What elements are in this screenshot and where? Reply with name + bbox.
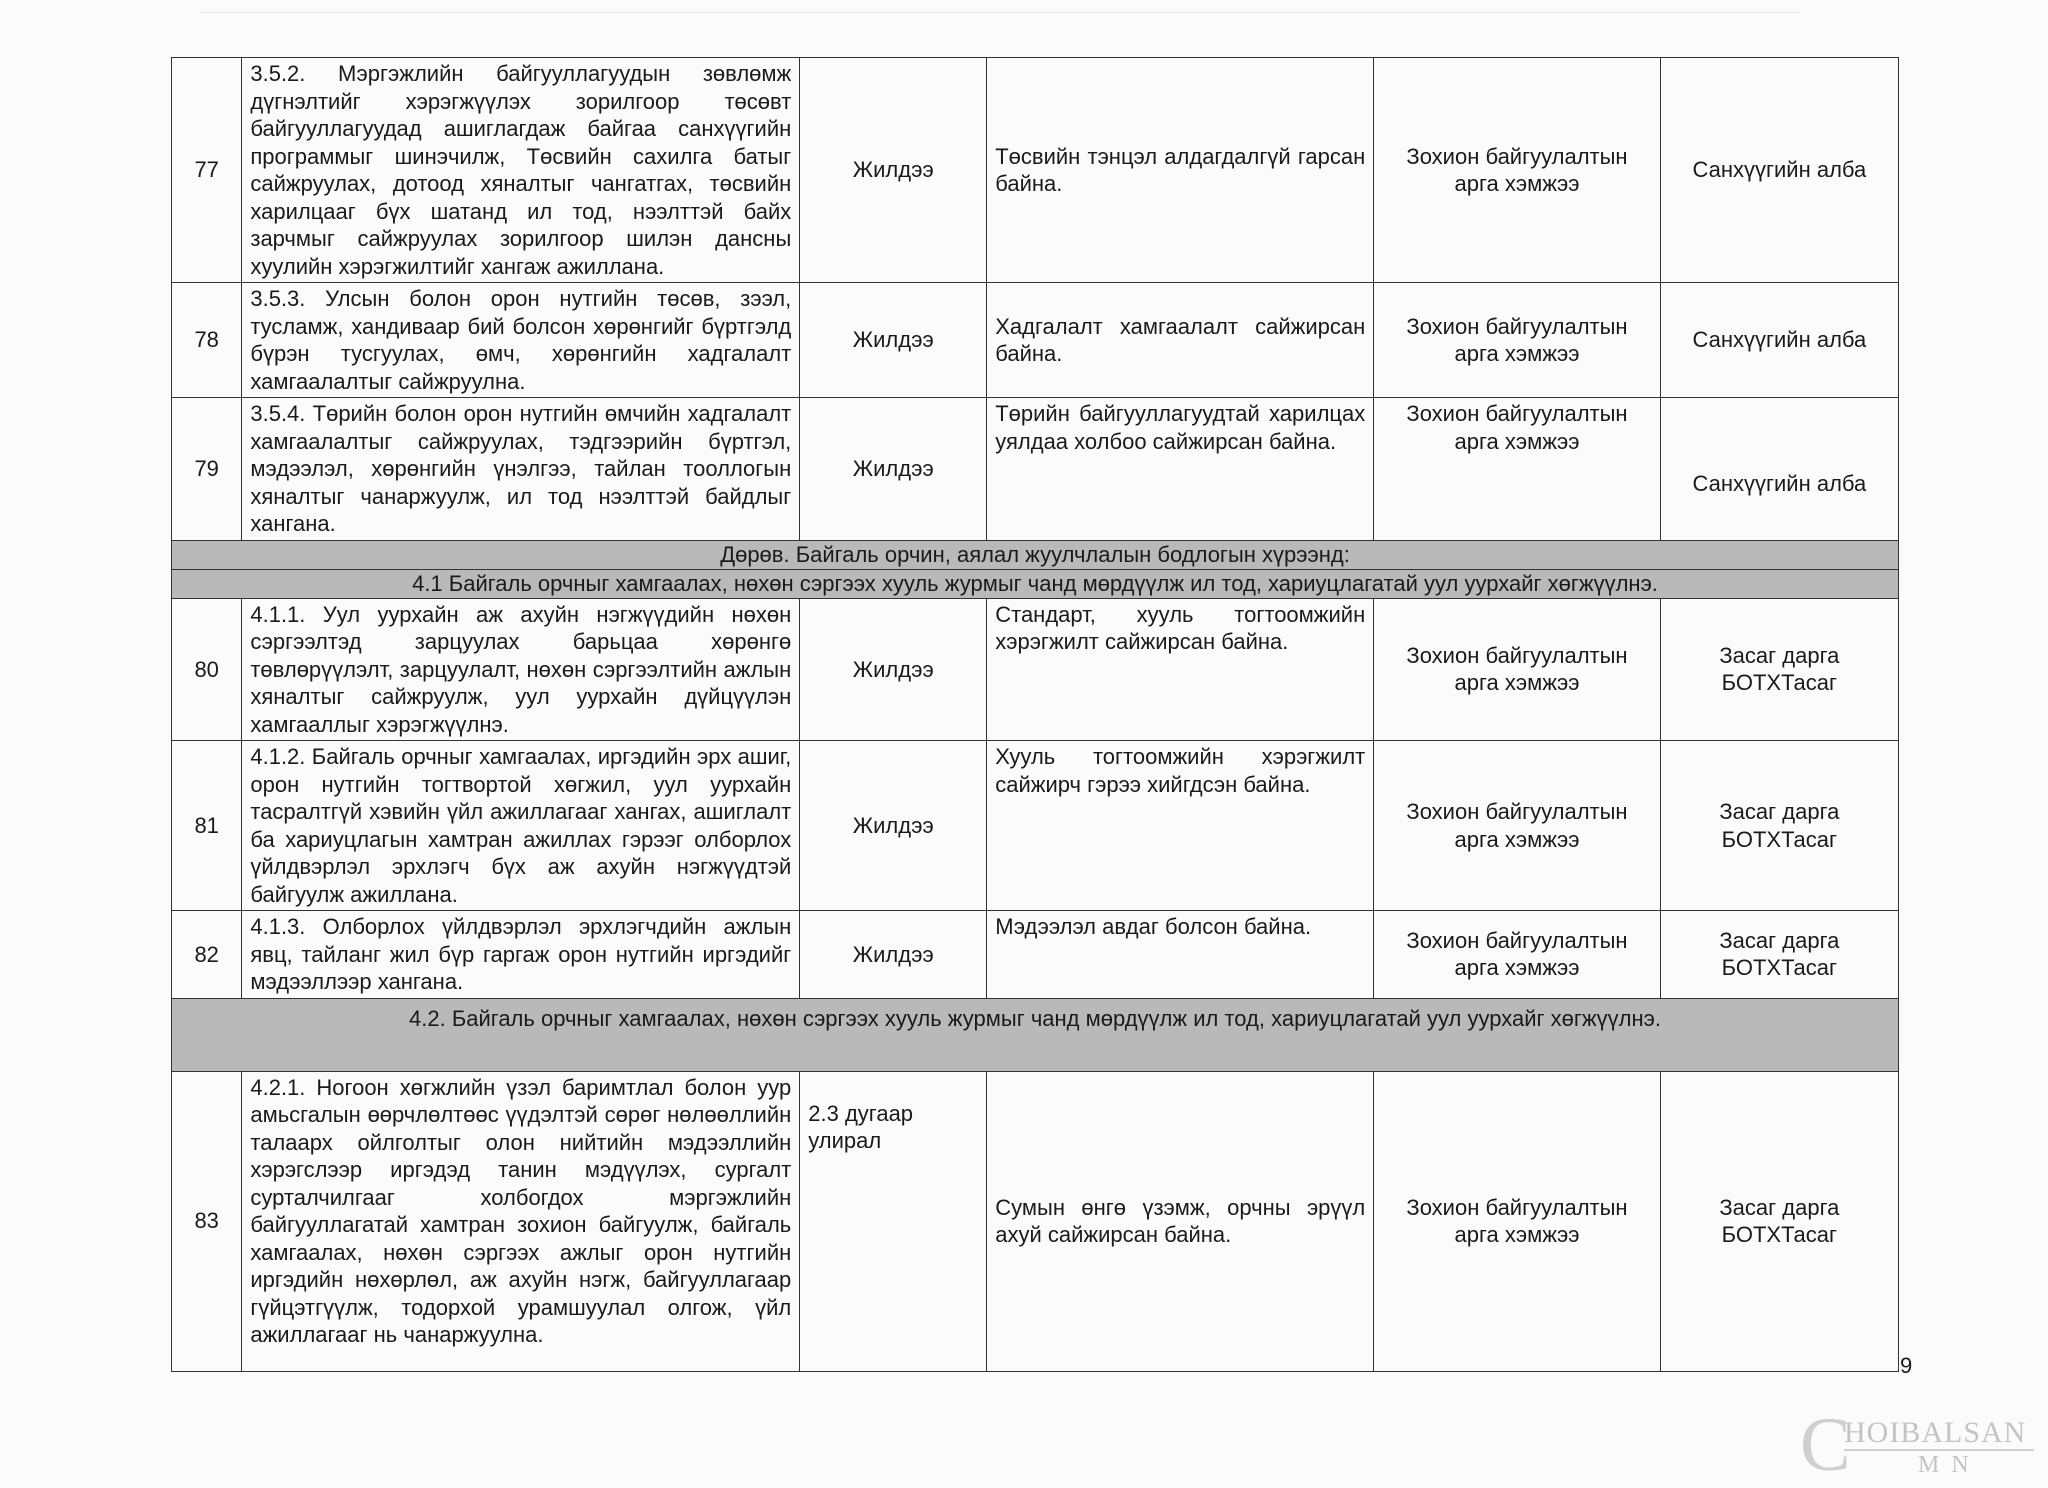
- responsible-line-1: Засаг дарга: [1719, 927, 1840, 953]
- responsible-cell: [1660, 741, 1898, 911]
- responsible-line-1: Засаг дарга: [1719, 642, 1840, 668]
- table-row: [172, 1071, 1899, 1371]
- row-number: 77: [172, 58, 242, 283]
- table-row: [172, 58, 1899, 283]
- task-text: 4.1.3. Олборлох үйлдвэрлэл эрхлэгчдийн ажлын явц, тайланг жил бүр гаргаж орон нутгийн иргэдийг мэдээллээр хангана.: [242, 911, 800, 999]
- form-cell: Зохион байгуулалтын арга хэмжээ: [1374, 741, 1660, 911]
- term-cell: Жилдээ: [800, 741, 987, 911]
- subsection-title: 4.2. Байгаль орчныг хамгаалах, нөхөн сэргээх хууль журмыг чанд мөрдүүлж ил тод, хариуцлагатай уул уурхайг хөгжүүлнэ.: [172, 998, 1899, 1071]
- table-row: [172, 283, 1899, 398]
- term-cell: 2.3 дугаар улирал: [800, 1071, 987, 1371]
- term-cell: Жилдээ: [800, 58, 987, 283]
- page-number: 9: [1900, 1353, 1913, 1378]
- task-text: 3.5.2. Мэргэжлийн байгууллагуудын зөвлөмж дүгнэлтийг хэрэгжүүлэх зорилгоор төсөвт байгууллагуудад ашиглагдаж байгаа санхүүгийн программыг шинэчилж, Төсвийн сахилга батыг сайжруулах, дотоод хяналтыг чангатгах, төсвийн харилцааг бүх шатанд ил тод, нээлттэй байх зарчмыг сайжруулах зорилгоор шилэн дансны хуулийн хэрэгжилтийг хангаж ажиллана.: [242, 58, 800, 283]
- result-cell: Хууль тогтоомжийн хэрэгжилт сайжирч гэрээ хийгдсэн байна.: [987, 741, 1374, 911]
- table-row: [172, 741, 1899, 911]
- row-number: 79: [172, 398, 242, 541]
- form-cell: Зохион байгуулалтын арга хэмжээ: [1374, 398, 1660, 541]
- scan-artifact-line: [200, 12, 1800, 13]
- subsection-title: 4.1 Байгаль орчныг хамгаалах, нөхөн сэргээх хууль журмыг чанд мөрдүүлж ил тод, хариуцлагатай уул уурхайг хөгжүүлнэ.: [172, 569, 1899, 598]
- subsection-header-row: [172, 998, 1899, 1071]
- form-cell: Зохион байгуулалтын арга хэмжээ: [1374, 598, 1660, 741]
- task-text: 3.5.3. Улсын болон орон нутгийн төсөв, зээл, тусламж, хандиваар бий болсон хөрөнгийг бүртгэлд бүрэн тусгуулах, өмч, хөрөнгийн хадгалалт хамгаалалтыг сайжруулна.: [242, 283, 800, 398]
- form-cell: Зохион байгуулалтын арга хэмжээ: [1374, 283, 1660, 398]
- responsible-cell: Санхүүгийн алба: [1660, 58, 1898, 283]
- watermark-icon: [1798, 1408, 2038, 1476]
- responsible-cell: Санхүүгийн алба: [1660, 283, 1898, 398]
- responsible-line-2: БОТХТасаг: [1721, 826, 1838, 852]
- responsible-line-2: БОТХТасаг: [1721, 1222, 1838, 1247]
- task-text: 4.2.1. Ногоон хөгжлийн үзэл баримтлал болон уур амьсгалын өөрчлөлтөөс үүдэлтэй сөрөг нөлөөллийн талаарх ойлголтыг олон нийтийн мэдээллийн хэрэгслээр иргэдэд танин мэдүүлэх, сургалт сурталчилгааг холбогдох мэргэжлийн байгууллагатай хамтран зохион байгуулж, байгаль хамгаалах, нөхөн сэргээх ажлыг орон нутгийн иргэдийн нөхөрлөл, аж ахуйн нэгж, байгууллагаар гүйцэтгүүлж, тодорхой урамшуулал олгож, үйл ажиллагааг нь чанаржуулна.: [242, 1071, 800, 1371]
- result-cell: Мэдээлэл авдаг болсон байна.: [987, 911, 1374, 999]
- term-cell: Жилдээ: [800, 911, 987, 999]
- watermark-logo: [1798, 1408, 2038, 1476]
- task-text: 4.1.1. Уул уурхайн аж ахуйн нэгжүүдийн нөхөн сэргээлтэд зарцуулах барьцаа хөрөнгө төвлөрүүлэлт, зарцуулалт, нөхөн сэргээлтийн ажлын хяналтыг сайжруулж, уул уурхайн дүйцүүлэн хамгааллыг хэрэгжүүлнэ.: [242, 598, 800, 741]
- section-header-row: [172, 540, 1899, 569]
- task-text: 3.5.4. Төрийн болон орон нутгийн өмчийн хадгалалт хамгаалалтыг сайжруулах, тэдгээрийн бүртгэл, мэдээлэл, хөрөнгийн үнэлгээ, тайлан тооллогын хяналтыг чанаржуулж, ил тод нээлттэй байдлыг хангана.: [242, 398, 800, 541]
- term-cell: Жилдээ: [800, 283, 987, 398]
- subsection-header-row: [172, 569, 1899, 598]
- form-cell: Зохион байгуулалтын арга хэмжээ: [1374, 1071, 1660, 1371]
- responsible-cell: [1660, 598, 1898, 741]
- watermark-letter: C: [1800, 1408, 1851, 1476]
- responsible-line-2: БОТХТасаг: [1721, 955, 1838, 981]
- term-cell: Жилдээ: [800, 598, 987, 741]
- result-cell: Хадгалалт хамгаалалт сайжирсан байна.: [987, 283, 1374, 398]
- form-cell: Зохион байгуулалтын арга хэмжээ: [1374, 911, 1660, 999]
- form-cell: Зохион байгуулалтын арга хэмжээ: [1374, 58, 1660, 283]
- row-number: 80: [172, 598, 242, 741]
- result-cell: Стандарт, хууль тогтоомжийн хэрэгжилт сайжирсан байна.: [987, 598, 1374, 741]
- plan-table: [171, 57, 1899, 1372]
- responsible-cell: [1660, 911, 1898, 999]
- row-number: 78: [172, 283, 242, 398]
- result-cell: Төрийн байгууллагуудтай харилцах уялдаа холбоо сайжирсан байна.: [987, 398, 1374, 541]
- responsible-cell: Санхүүгийн алба: [1660, 398, 1898, 541]
- task-text: 4.1.2. Байгаль орчныг хамгаалах, иргэдийн эрх ашиг, орон нутгийн тогтвортой хөгжил, уул уурхайн тасралтгүй хэвийн үйл ажиллагааг хангах, ашиглалт ба хариуцлагын хамтран ажиллах гэрээг олборлох үйлдвэрлэл эрхлэгч бүх аж ахуйн нэгжүүдтэй байгуулж ажиллана.: [242, 741, 800, 911]
- row-number: 81: [172, 741, 242, 911]
- responsible-line-1: Засаг дарга: [1719, 799, 1840, 824]
- term-cell: Жилдээ: [800, 398, 987, 541]
- result-cell: Сумын өнгө үзэмж, орчны эрүүл ахуй сайжирсан байна.: [987, 1071, 1374, 1371]
- section-title: Дөрөв. Байгаль орчин, аялал жуулчлалын бодлогын хүрээнд:: [172, 540, 1899, 569]
- watermark-text-top: HOIBALSAN: [1844, 1416, 2027, 1449]
- result-cell: Төсвийн тэнцэл алдагдалгүй гарсан байна.: [987, 58, 1374, 283]
- responsible-line-2: БОТХТасаг: [1721, 670, 1838, 696]
- row-number: 83: [172, 1071, 242, 1371]
- table-row: [172, 398, 1899, 541]
- row-number: 82: [172, 911, 242, 999]
- table-row: [172, 911, 1899, 999]
- responsible-cell: [1660, 1071, 1898, 1371]
- table-row: [172, 598, 1899, 741]
- watermark-text-bottom: MN: [1918, 1452, 1981, 1476]
- responsible-line-1: Засаг дарга: [1719, 1194, 1840, 1220]
